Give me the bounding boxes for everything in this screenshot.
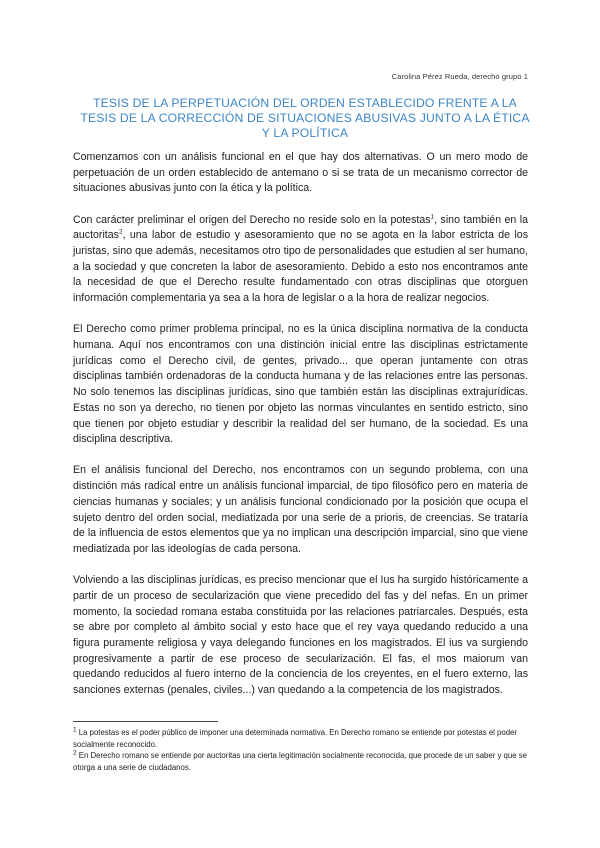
author-header: Carolina Pérez Rueda, derecho grupo 1 bbox=[391, 72, 528, 81]
paragraph-4: En el análisis funcional del Derecho, nos encontramos con un segundo problema, con una distinción más radical entre un análisis funcional imparcial, de tipo filosófico pero en materia de ciencias humanas y sociales; y un análisis funcional condicionado por la posición que ocupa el sujeto dentro del orden social, mediatizada por una serie de a prioris, de creencias. Se trataría de la influencia de estos elementos que ya no implican una descripción imparcial, sino que viene mediatizada por las ideologías de cada persona. bbox=[73, 464, 528, 555]
footnote-1-text: La potestas es el poder público de imponer una determinada normativa. En Derecho romano se entiende por potestas el poder socialmente reconocido. bbox=[73, 728, 517, 749]
document-body bbox=[73, 150, 528, 714]
paragraph-1: Comenzamos con un análisis funcional en el que hay dos alternativas. O un mero modo de perpetuación de un orden establecido de antemano o si se trata de un mecanismo corrector de situaciones abusivas junto con la ética y la política. bbox=[73, 151, 528, 195]
footnote-1-mark: 1 bbox=[73, 726, 77, 734]
footnote-2-mark: 2 bbox=[73, 749, 77, 757]
footnote-divider bbox=[73, 721, 218, 722]
footnotes bbox=[73, 727, 533, 773]
paragraph-2-text-b: , sino también en la auctoritas bbox=[73, 213, 528, 242]
paragraph-2-text-a: Con carácter preliminar el origen del Derecho no reside solo en la potestas bbox=[73, 213, 431, 226]
paragraph-2-text-c: , una labor de estudio y asesoramiento que no se agota en la labor estricta de los juristas, sino que además, necesitamos otro tipo de personalidades que estudien al ser humano, a la sociedad y que concreten la labor de asesoramiento. Debido a esto nos encontramos ante la necesidad de que el Derecho resulte fundamentado con otras disciplinas que otorguen información complementaria ya sea a la hora de legislar o a la hora de realizar negocios. bbox=[73, 229, 528, 305]
footnote-2 bbox=[73, 750, 533, 773]
paragraph-5: Volviendo a las disciplinas jurídicas, es preciso mencionar que el Ius ha surgido históricamente a partir de un proceso de secularización que viene precedido del fas y del nefas. En un primer momento, la sociedad romana estaba constituida por las relaciones patriarcales. Después, esta se abre por completo al ámbito social y esto hace que el rey vaya quedando reducido a una figura puramente religiosa y vaya delegando funciones en los magistrados. El ius va surgiendo progresivamente a partir de ese proceso de secularización. El fas, el mos maiorum van quedando reducidos al fuero interno de la conciencia de los creyentes, en el fuero externo, las sanciones externas (penales, civiles...) van quedando a la competencia de los magistrados. bbox=[73, 574, 528, 697]
footnote-ref-1[interactable]: 1 bbox=[430, 213, 435, 221]
footnote-2-text: En Derecho romano se entiende por auctoritas una cierta legitimación socialmente reconocida, que procede de un saber y que se otorga a una serie de ciudadanos. bbox=[73, 751, 527, 772]
paragraph-2 bbox=[73, 213, 528, 307]
footnote-ref-2[interactable]: 2 bbox=[118, 228, 123, 236]
paragraph-3: El Derecho como primer problema principal, no es la única disciplina normativa de la conducta humana. Aquí nos encontramos con una distinción inicial entre las disciplinas estrictamente jurídicas como el Derecho civil, de gentes, privado... que operan juntamente con otras disciplinas también ordenadoras de la conducta humana y de las relaciones entre las personas. No solo tenemos las disciplinas jurídicas, sino que también están las disciplinas extrajurídicas. Estas no son ya derecho, no tienen por objeto las normas vinculantes en sentido estricto, sino que tienen por objeto estudiar y describir la realidad del ser humano, de la sociedad. Es una disciplina descriptiva. bbox=[73, 323, 528, 446]
footnote-1 bbox=[73, 727, 533, 750]
document-title: TESIS DE LA PERPETUACIÓN DEL ORDEN ESTABLECIDO FRENTE A LA TESIS DE LA CORRECCIÓN DE SITUACIONES ABUSIVAS JUNTO A LA ÉTICA Y LA POLÍTICA bbox=[80, 96, 530, 140]
